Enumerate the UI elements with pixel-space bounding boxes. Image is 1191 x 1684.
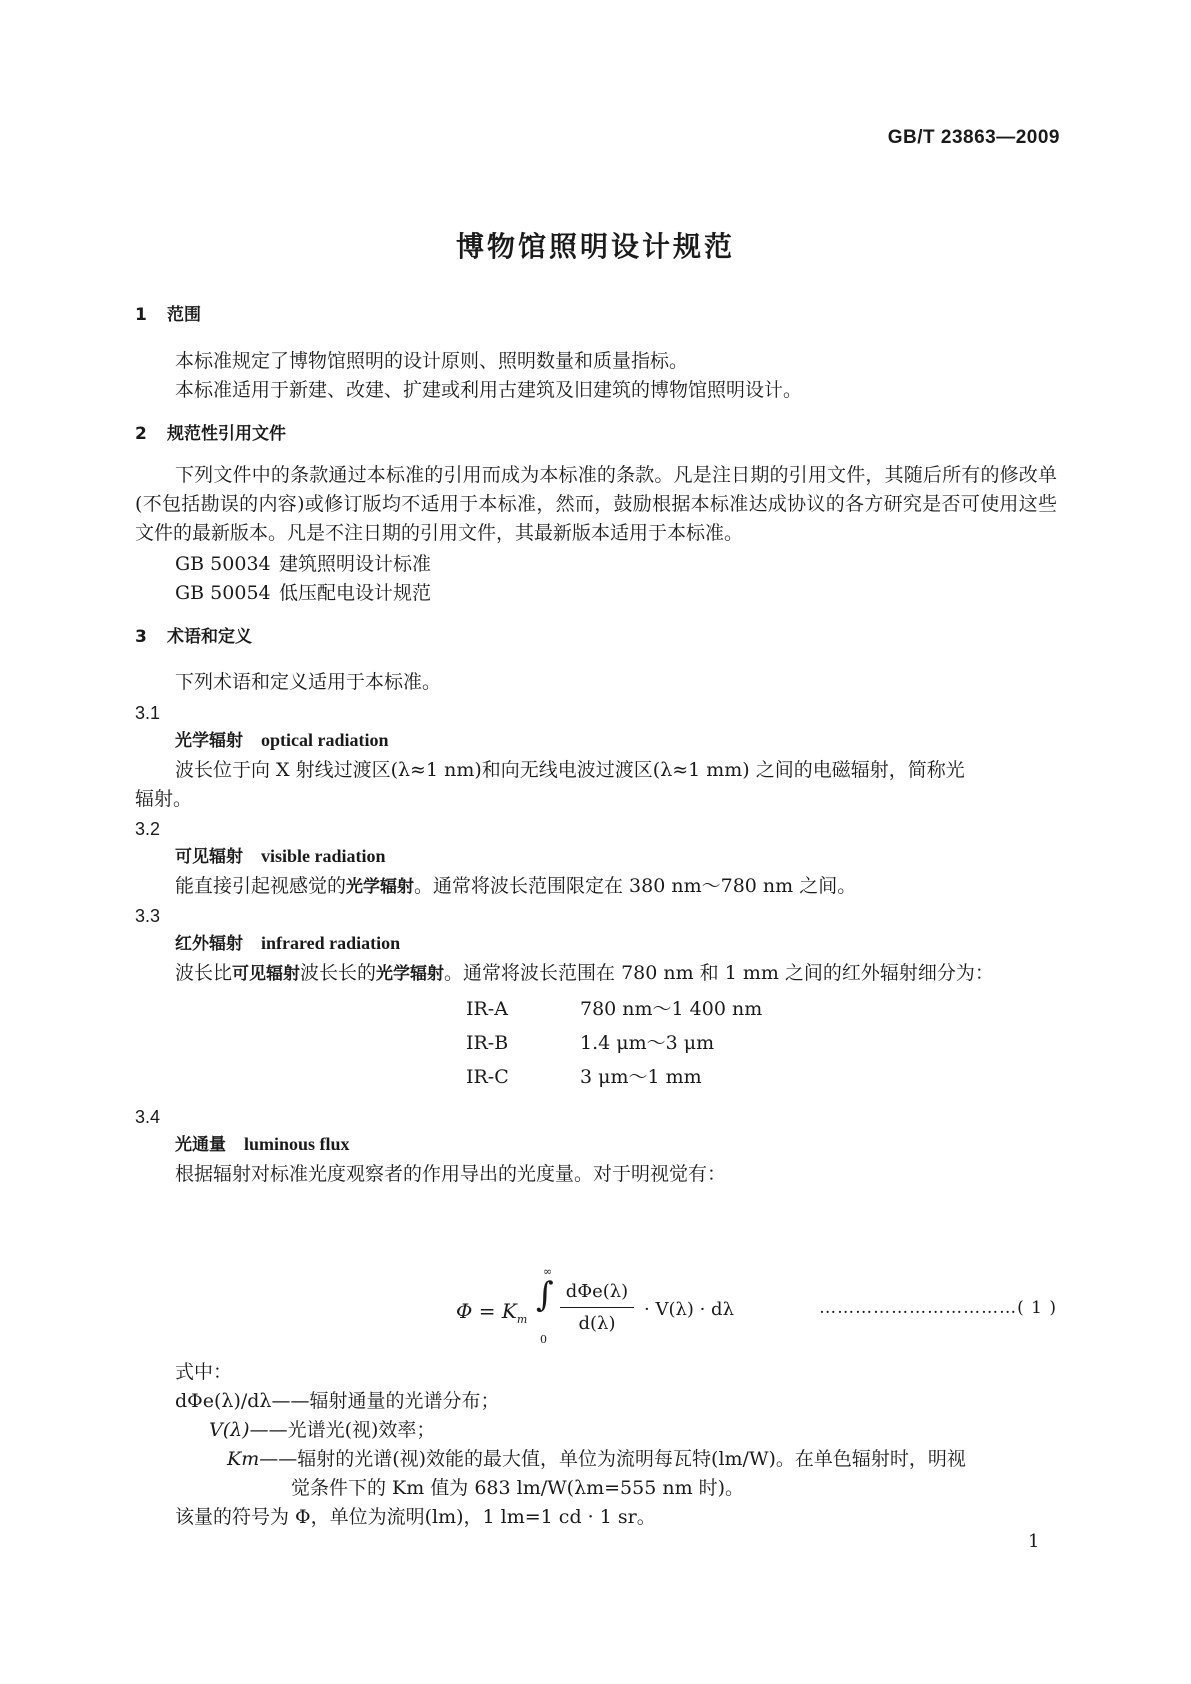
term-title — [175, 843, 386, 871]
term-zh: 光学辐射 — [175, 731, 243, 751]
document-title: 博物馆照明设计规范 — [455, 230, 735, 263]
term-en: optical radiation — [261, 730, 389, 750]
definition: 波长位于向 X 射线过渡区(λ≈1 nm)和向无线电波过渡区(λ≈1 mm) 之间的电磁辐射，简称光 — [175, 759, 965, 781]
term-en: infrared radiation — [261, 933, 401, 953]
ir-band-range: 780 nm～1 400 nm — [580, 998, 763, 1020]
equation-number: ……………………………( 1 ) — [819, 1298, 1057, 1318]
variable-symbol: V(λ) — [209, 1419, 250, 1441]
formula-lhs-sub: m — [516, 1313, 528, 1326]
variable-definition — [227, 1445, 966, 1474]
definition-text: 波长长的 — [300, 962, 377, 984]
variable-description: ——光谱光(视)效率； — [249, 1419, 436, 1441]
paragraph: 本标准规定了博物馆照明的设计原则、照明数量和质量指标。 — [175, 350, 689, 372]
variable-symbol: Km — [227, 1448, 260, 1470]
ir-band-range: 1.4 μm～3 μm — [580, 1032, 715, 1054]
variable-definition — [209, 1416, 435, 1445]
quantity-note: 该量的符号为 Φ，单位为流明(lm)，1 lm=1 cd · 1 sr。 — [175, 1506, 656, 1528]
section-number: 1 — [135, 305, 147, 325]
term-zh: 光通量 — [175, 1135, 226, 1155]
integral-lower-limit: 0 — [540, 1333, 547, 1346]
definition — [175, 872, 856, 901]
paragraph: 下列文件中的条款通过本标准的引用而成为本标准的条款。凡是注日期的引用文件，其随后所有的修改单(不包括勘误的内容)或修订版均不适用于本标准，然而，鼓励根据本标准达成协议的各方研究是否可使用这些文件的最新版本。凡是不注日期的引用文件，其最新版本适用于本标准。 — [135, 464, 1057, 544]
definition-continued: 辐射。 — [135, 788, 193, 810]
formula-rest: · V(λ) · dλ — [644, 1299, 734, 1320]
fraction-denominator: d(λ) — [578, 1313, 616, 1334]
reference-name: 建筑照明设计标准 — [279, 553, 432, 575]
integral-upper-limit: ∞ — [543, 1265, 553, 1278]
integral-sign: ∫ — [536, 1275, 554, 1315]
definition-text: 波长比 — [175, 962, 233, 984]
term-title — [175, 1131, 350, 1159]
term-en: luminous flux — [244, 1134, 350, 1154]
formula-lhs — [456, 1296, 527, 1329]
fraction-bar — [560, 1307, 634, 1308]
clause-number: 3.1 — [135, 703, 161, 723]
term-reference: 光学辐射 — [376, 964, 445, 984]
reference-item — [175, 579, 431, 608]
definition-text: 。通常将波长范围限定在 380 nm～780 nm 之间。 — [414, 875, 857, 897]
section-1-heading — [135, 303, 201, 329]
term-zh: 可见辐射 — [175, 847, 243, 867]
variable-description: ——辐射的光谱(视)效能的最大值，单位为流明每瓦特(lm/W)。在单色辐射时，明视 — [259, 1448, 966, 1470]
clause-number: 3.4 — [135, 1107, 161, 1127]
section-2-heading — [135, 422, 286, 448]
term-reference: 可见辐射 — [232, 964, 301, 984]
section-number: 2 — [135, 424, 147, 444]
definition-text: 。通常将波长范围在 780 nm 和 1 mm 之间的红外辐射细分为： — [444, 962, 994, 984]
ir-band-label: IR-A — [466, 998, 508, 1020]
variable-symbol: dΦe(λ)/dλ — [175, 1390, 272, 1412]
reference-code: GB 50054 — [175, 582, 271, 604]
section-title: 范围 — [167, 305, 201, 325]
reference-item — [175, 550, 431, 579]
section-3-heading — [135, 625, 252, 651]
section-number: 3 — [135, 627, 147, 647]
term-reference: 光学辐射 — [346, 877, 415, 897]
paragraph: 下列术语和定义适用于本标准。 — [175, 671, 442, 693]
term-zh: 红外辐射 — [175, 934, 243, 954]
standard-number: GB/T 23863—2009 — [887, 127, 1060, 148]
section-title: 术语和定义 — [167, 627, 252, 647]
clause-number: 3.3 — [135, 906, 161, 926]
formula-lhs-text: Φ = K — [456, 1299, 517, 1323]
variable-description: ——辐射通量的光谱分布； — [271, 1390, 500, 1412]
definition: 根据辐射对标准光度观察者的作用导出的光度量。对于明视觉有： — [175, 1163, 727, 1185]
reference-name: 低压配电设计规范 — [279, 582, 432, 604]
ir-band-range: 3 μm～1 mm — [580, 1066, 702, 1088]
formula-fraction — [560, 1278, 634, 1337]
clause-number: 3.2 — [135, 819, 161, 839]
variable-description-continued: 觉条件下的 Km 值为 683 lm/W(λm=555 nm 时)。 — [291, 1477, 745, 1499]
definition-text: 能直接引起视感觉的 — [175, 875, 347, 897]
where-label: 式中： — [175, 1361, 233, 1383]
fraction-numerator: dΦe(λ) — [565, 1281, 629, 1302]
term-en: visible radiation — [261, 846, 386, 866]
term-title — [175, 930, 400, 958]
page-number: 1 — [1028, 1531, 1040, 1552]
definition — [175, 959, 994, 988]
paragraph: 本标准适用于新建、改建、扩建或利用古建筑及旧建筑的博物馆照明设计。 — [175, 379, 803, 401]
term-title — [175, 727, 389, 755]
reference-code: GB 50034 — [175, 553, 271, 575]
ir-band-label: IR-C — [466, 1066, 509, 1088]
ir-band-label: IR-B — [466, 1032, 509, 1054]
section-title: 规范性引用文件 — [167, 424, 286, 444]
variable-definition — [175, 1387, 499, 1416]
